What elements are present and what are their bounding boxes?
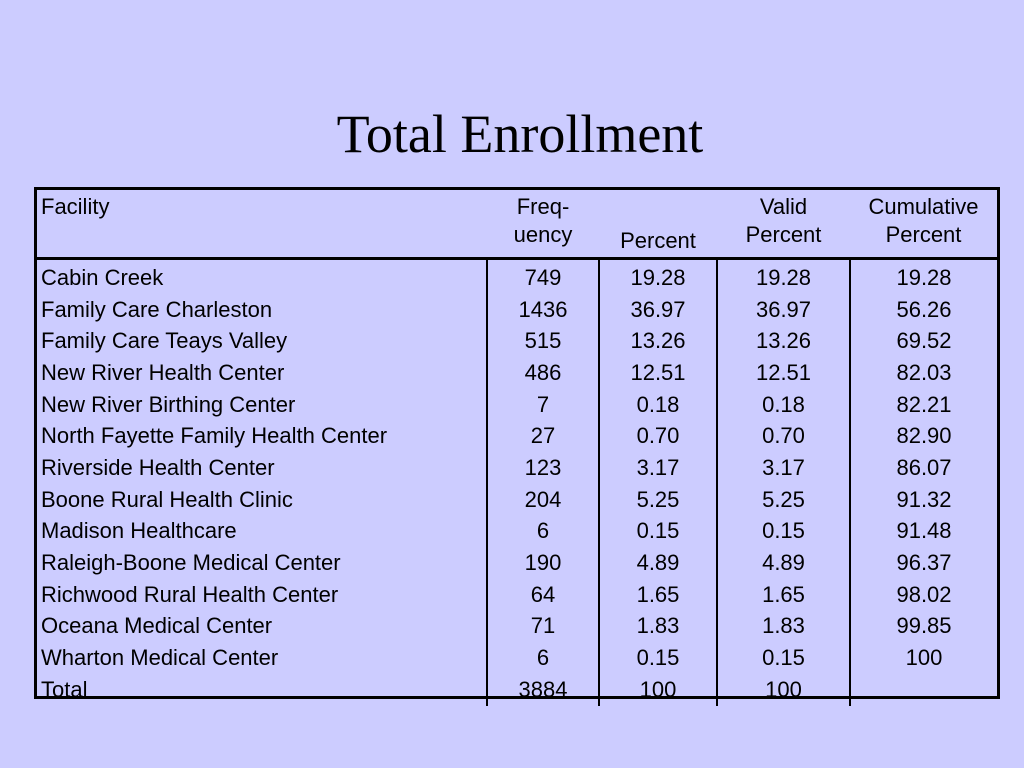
cell-valid-percent: 5.25 (717, 484, 850, 516)
cell-facility: Raleigh-Boone Medical Center (41, 550, 341, 576)
cell-frequency: 71 (487, 611, 599, 643)
table-row (37, 642, 997, 674)
cell-percent: 13.26 (599, 325, 717, 357)
cell-percent: 4.89 (599, 547, 717, 579)
cell-frequency: 515 (487, 325, 599, 357)
slide-title: Total Enrollment (336, 104, 704, 164)
header-frequency (487, 190, 599, 259)
header-cumulative-line1: Cumulative (868, 194, 979, 219)
cell-percent: 3.17 (599, 452, 717, 484)
header-facility (37, 190, 487, 259)
cell-frequency: 64 (487, 579, 599, 611)
cell-valid-percent: 19.28 (717, 259, 850, 294)
table-row (37, 259, 997, 294)
cell-valid-percent: 100 (717, 674, 850, 706)
cell-percent: 100 (599, 674, 717, 706)
cell-percent: 1.83 (599, 611, 717, 643)
cell-valid-percent: 13.26 (717, 325, 850, 357)
cell-facility: New River Birthing Center (41, 391, 296, 417)
cell-frequency: 6 (487, 516, 599, 548)
cell-frequency: 6 (487, 642, 599, 674)
cell-facility: North Fayette Family Health Center (41, 423, 388, 449)
cell-valid-percent: 0.15 (717, 516, 850, 548)
table-body (37, 259, 997, 706)
cell-valid-percent: 0.15 (717, 642, 850, 674)
header-percent (599, 190, 717, 259)
cell-facility: Riverside Health Center (41, 454, 275, 480)
header-frequency-line1: Freq- (516, 194, 570, 219)
cell-percent: 19.28 (599, 259, 717, 294)
table-row (37, 484, 997, 516)
cell-frequency: 123 (487, 452, 599, 484)
cell-cumulative-percent: 96.37 (850, 547, 997, 579)
cell-cumulative-percent: 98.02 (850, 579, 997, 611)
header-percent-label: Percent (620, 228, 696, 253)
cell-frequency: 1436 (487, 294, 599, 326)
table-row (37, 389, 997, 421)
table-row (37, 294, 997, 326)
cell-valid-percent: 4.89 (717, 547, 850, 579)
enrollment-table-frame (34, 187, 1000, 702)
header-valid-line1: Valid (759, 194, 808, 219)
cell-facility: Total (41, 676, 88, 702)
cell-cumulative-percent: 19.28 (850, 259, 997, 294)
table-row (37, 547, 997, 579)
cell-percent: 36.97 (599, 294, 717, 326)
table-row (37, 452, 997, 484)
header-valid-line2: Percent (745, 222, 822, 247)
cell-facility: Family Care Charleston (41, 296, 273, 322)
cell-facility: New River Health Center (41, 359, 285, 385)
cell-cumulative-percent: 99.85 (850, 611, 997, 643)
cell-percent: 0.18 (599, 389, 717, 421)
cell-cumulative-percent: 56.26 (850, 294, 997, 326)
header-facility-label: Facility (41, 194, 110, 219)
cell-percent: 5.25 (599, 484, 717, 516)
cell-facility: Madison Healthcare (41, 518, 237, 544)
cell-facility: Wharton Medical Center (41, 645, 279, 671)
table-header (37, 190, 997, 259)
cell-frequency: 7 (487, 389, 599, 421)
table-row (37, 325, 997, 357)
cell-facility: Cabin Creek (41, 264, 164, 290)
cell-percent: 0.70 (599, 420, 717, 452)
cell-facility: Richwood Rural Health Center (41, 581, 339, 607)
cell-cumulative-percent (850, 674, 997, 706)
cell-percent: 0.15 (599, 642, 717, 674)
cell-valid-percent: 0.70 (717, 420, 850, 452)
cell-cumulative-percent: 82.90 (850, 420, 997, 452)
cell-valid-percent: 12.51 (717, 357, 850, 389)
cell-valid-percent: 1.65 (717, 579, 850, 611)
cell-valid-percent: 36.97 (717, 294, 850, 326)
cell-cumulative-percent: 82.03 (850, 357, 997, 389)
cell-percent: 12.51 (599, 357, 717, 389)
cell-cumulative-percent: 91.32 (850, 484, 997, 516)
header-cumulative-line2: Percent (885, 222, 962, 247)
cell-frequency: 749 (487, 259, 599, 294)
table-row (37, 579, 997, 611)
cell-valid-percent: 3.17 (717, 452, 850, 484)
cell-cumulative-percent: 86.07 (850, 452, 997, 484)
cell-frequency: 190 (487, 547, 599, 579)
cell-cumulative-percent: 91.48 (850, 516, 997, 548)
cell-frequency: 3884 (487, 674, 599, 706)
enrollment-table (37, 190, 997, 706)
cell-facility: Family Care Teays Valley (41, 328, 288, 354)
table-row (37, 516, 997, 548)
cell-cumulative-percent: 69.52 (850, 325, 997, 357)
cell-frequency: 27 (487, 420, 599, 452)
cell-percent: 1.65 (599, 579, 717, 611)
cell-valid-percent: 0.18 (717, 389, 850, 421)
header-frequency-line2: uency (513, 222, 573, 247)
cell-facility: Oceana Medical Center (41, 613, 273, 639)
table-row-total (37, 674, 997, 706)
cell-facility: Boone Rural Health Clinic (41, 486, 293, 512)
cell-frequency: 486 (487, 357, 599, 389)
cell-cumulative-percent: 100 (850, 642, 997, 674)
header-cumulative-percent (850, 190, 997, 259)
cell-cumulative-percent: 82.21 (850, 389, 997, 421)
cell-frequency: 204 (487, 484, 599, 516)
cell-valid-percent: 1.83 (717, 611, 850, 643)
table-row (37, 420, 997, 452)
header-valid-percent (717, 190, 850, 259)
table-row (37, 611, 997, 643)
table-row (37, 357, 997, 389)
cell-percent: 0.15 (599, 516, 717, 548)
